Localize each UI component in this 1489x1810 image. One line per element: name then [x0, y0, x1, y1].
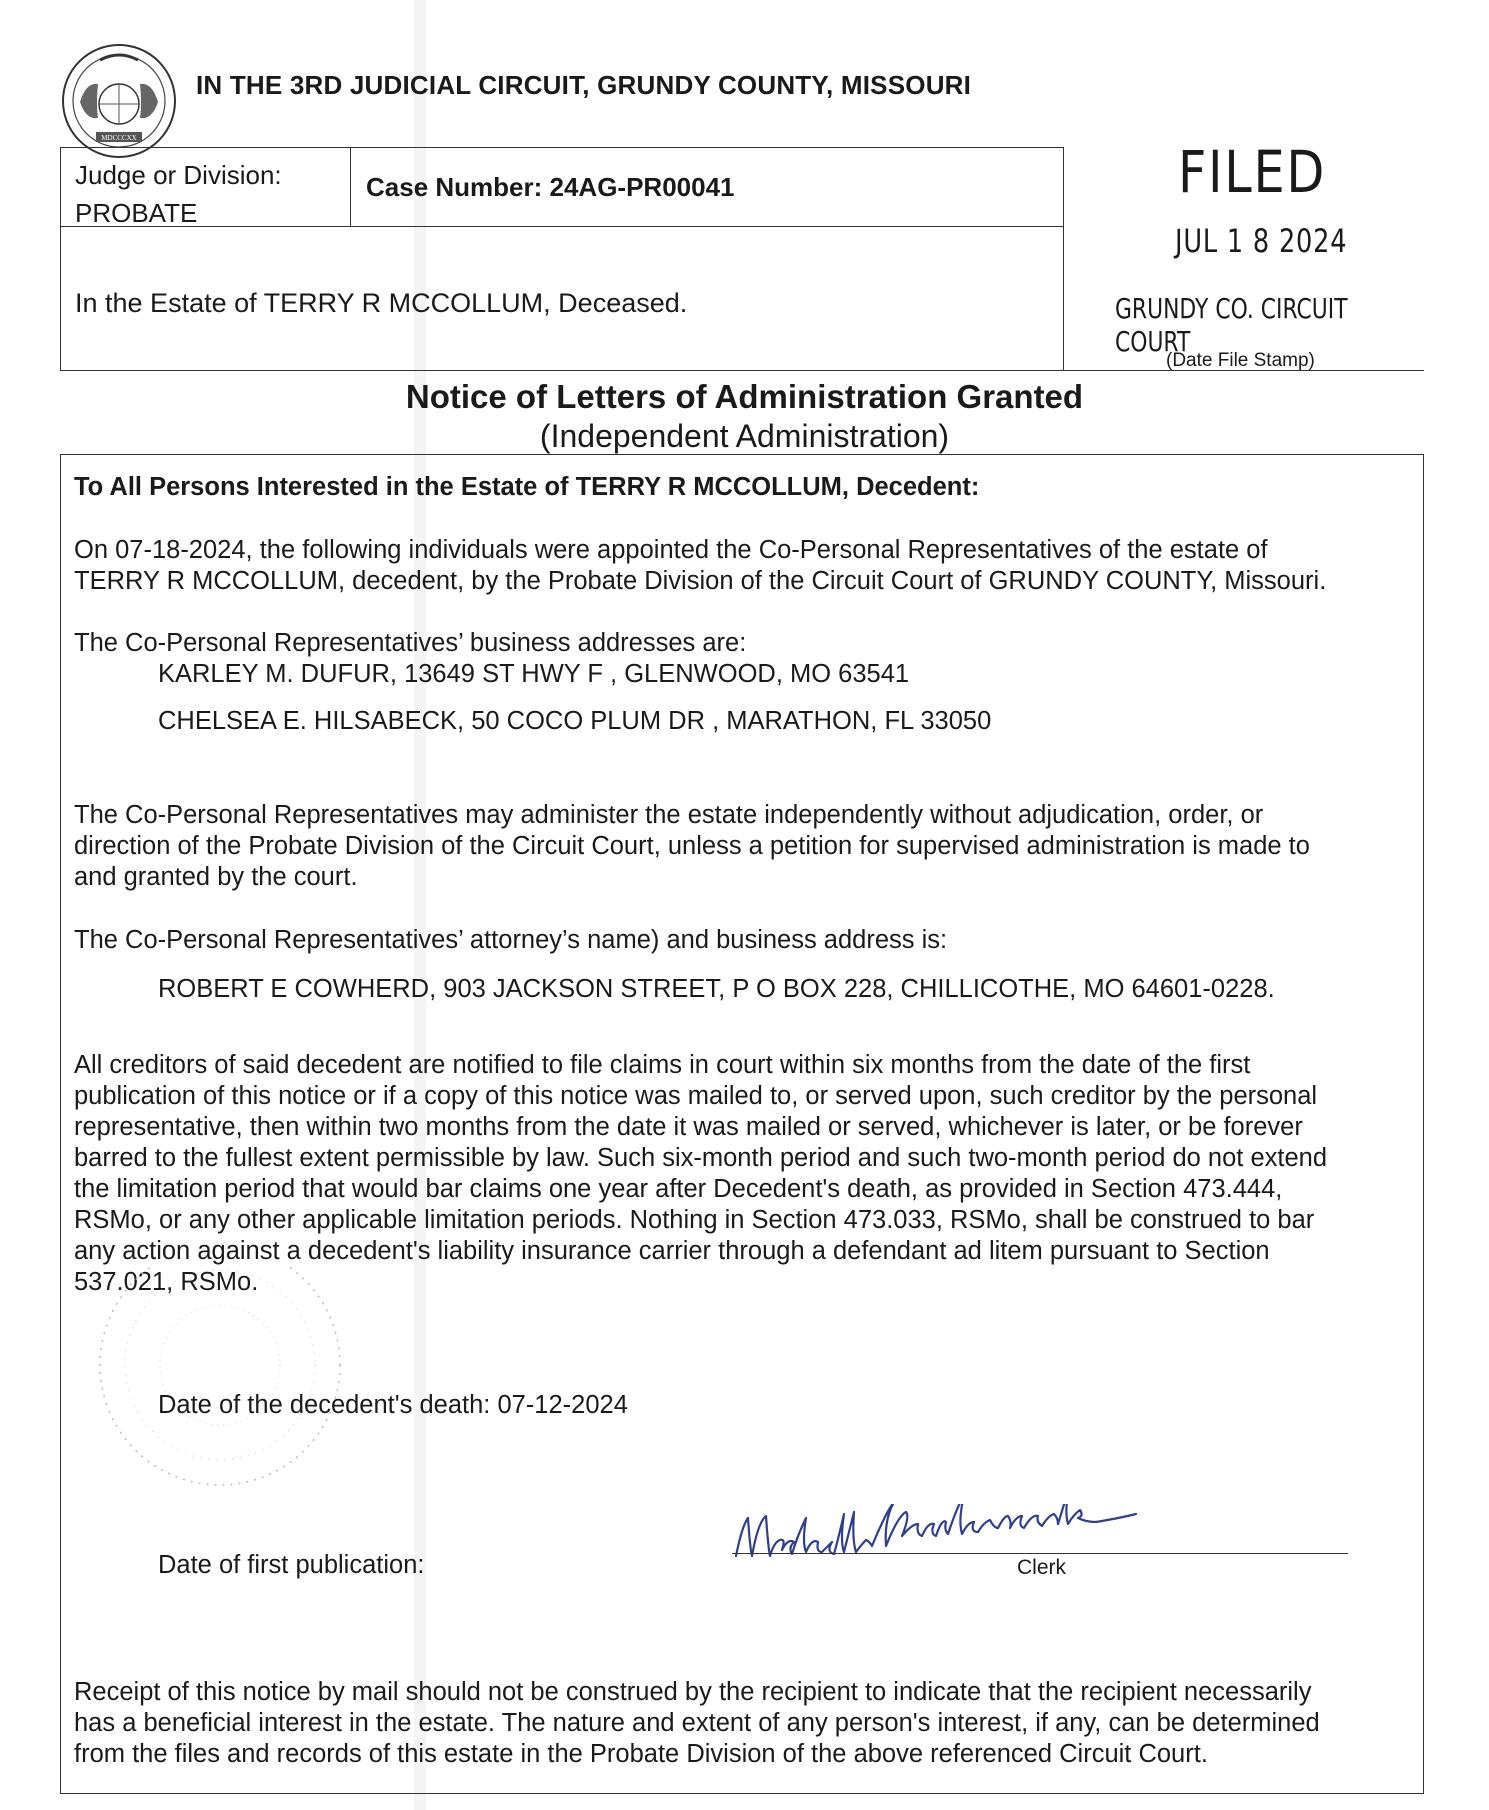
receipt-line: Receipt of this notice by mail should not be construed by the recipient to indicate that the recipient necessarily — [74, 1678, 1312, 1706]
filed-stamp: FILED — [1178, 138, 1326, 206]
embossed-seal-icon — [70, 1265, 400, 1495]
creditors-line: 537.021, RSMo. — [74, 1268, 259, 1296]
case-number: Case Number: 24AG-PR00041 — [366, 172, 735, 202]
attorney-intro: The Co-Personal Representatives’ attorney’s name) and business address is: — [74, 926, 948, 954]
receipt-line: from the files and records of this estate in the Probate Division of the above referenced Circuit Court. — [74, 1740, 1208, 1768]
stamp-divider — [1064, 370, 1424, 371]
missouri-seal-icon — [60, 42, 178, 160]
notice-subtitle: (Independent Administration) — [539, 418, 950, 454]
notice-title: Notice of Letters of Administration Granted — [405, 378, 1084, 415]
clerk-signature — [730, 1504, 1290, 1568]
estate-line: In the Estate of TERRY R MCCOLLUM, Deceased. — [75, 288, 688, 318]
independent-line-1: The Co-Personal Representatives may administer the estate independently without adjudication, order, or — [74, 801, 1264, 829]
filed-date: JUL 1 8 2024 — [1175, 222, 1348, 260]
creditors-line: any action against a decedent's liability insurance carrier through a defendant ad litem pursuant to Section — [74, 1237, 1270, 1265]
independent-line-3: and granted by the court. — [74, 863, 358, 891]
case-header-box — [60, 147, 1064, 371]
judge-value: PROBATE — [75, 198, 198, 228]
independent-line-2: direction of the Probate Division of the Circuit Court, unless a petition for supervised administration is made to — [74, 832, 1310, 860]
creditors-line: the limitation period that would bar claims one year after Decedent's death, as provided in Section 473.444, — [74, 1175, 1283, 1203]
court-title: IN THE 3RD JUDICIAL CIRCUIT, GRUNDY COUNTY, MISSOURI — [196, 70, 972, 100]
judge-division — [61, 148, 351, 226]
salutation: To All Persons Interested in the Estate of TERRY R MCCOLLUM, Decedent: — [74, 473, 980, 501]
addresses-intro: The Co-Personal Representatives’ business addresses are: — [74, 629, 747, 657]
attorney-address: ROBERT E COWHERD, 903 JACKSON STREET, P O BOX 228, CHILLICOTHE, MO 64601-0228. — [158, 975, 1275, 1003]
svg-text:MDCCCXX: MDCCCXX — [101, 134, 137, 142]
death-date: Date of the decedent's death: 07-12-2024 — [158, 1391, 628, 1419]
creditors-line: publication of this notice or if a copy of this notice was mailed to, or served upon, such creditor by the personal — [74, 1082, 1318, 1110]
date-file-stamp-label: (Date File Stamp) — [1166, 350, 1315, 371]
signature-line — [732, 1553, 1348, 1554]
representative-1: KARLEY M. DUFUR, 13649 ST HWY F , GLENWOOD, MO 63541 — [158, 660, 910, 688]
creditors-line: representative, then within two months from the date it was mailed or served, whichever is later, or be forever — [74, 1113, 1303, 1141]
clerk-label: Clerk — [1017, 1556, 1067, 1579]
judge-label: Judge or Division: — [75, 160, 282, 190]
appointment-line-1: On 07-18-2024, the following individuals were appointed the Co-Personal Representatives of the estate of — [74, 536, 1268, 564]
creditors-line: All creditors of said decedent are notified to file claims in court within six months from the date of the first — [74, 1051, 1251, 1079]
creditors-line: RSMo, or any other applicable limitation periods. Nothing in Section 473.033, RSMo, shall be construed to bar — [74, 1206, 1315, 1234]
appointment-line-2: TERRY R MCCOLLUM, decedent, by the Probate Division of the Circuit Court of GRUNDY COUNTY, Missouri. — [74, 567, 1327, 595]
receipt-line: has a beneficial interest in the estate. The nature and extent of any person's interest, if any, can be determined — [74, 1709, 1320, 1737]
creditors-line: barred to the fullest extent permissible by law. Such six-month period and such two-month period do not extend — [74, 1144, 1328, 1172]
publication-label: Date of first publication: — [158, 1551, 425, 1579]
filed-court: GRUNDY CO. CIRCUIT COURT — [1115, 292, 1348, 358]
representative-2: CHELSEA E. HILSABECK, 50 COCO PLUM DR , MARATHON, FL 33050 — [158, 707, 992, 735]
